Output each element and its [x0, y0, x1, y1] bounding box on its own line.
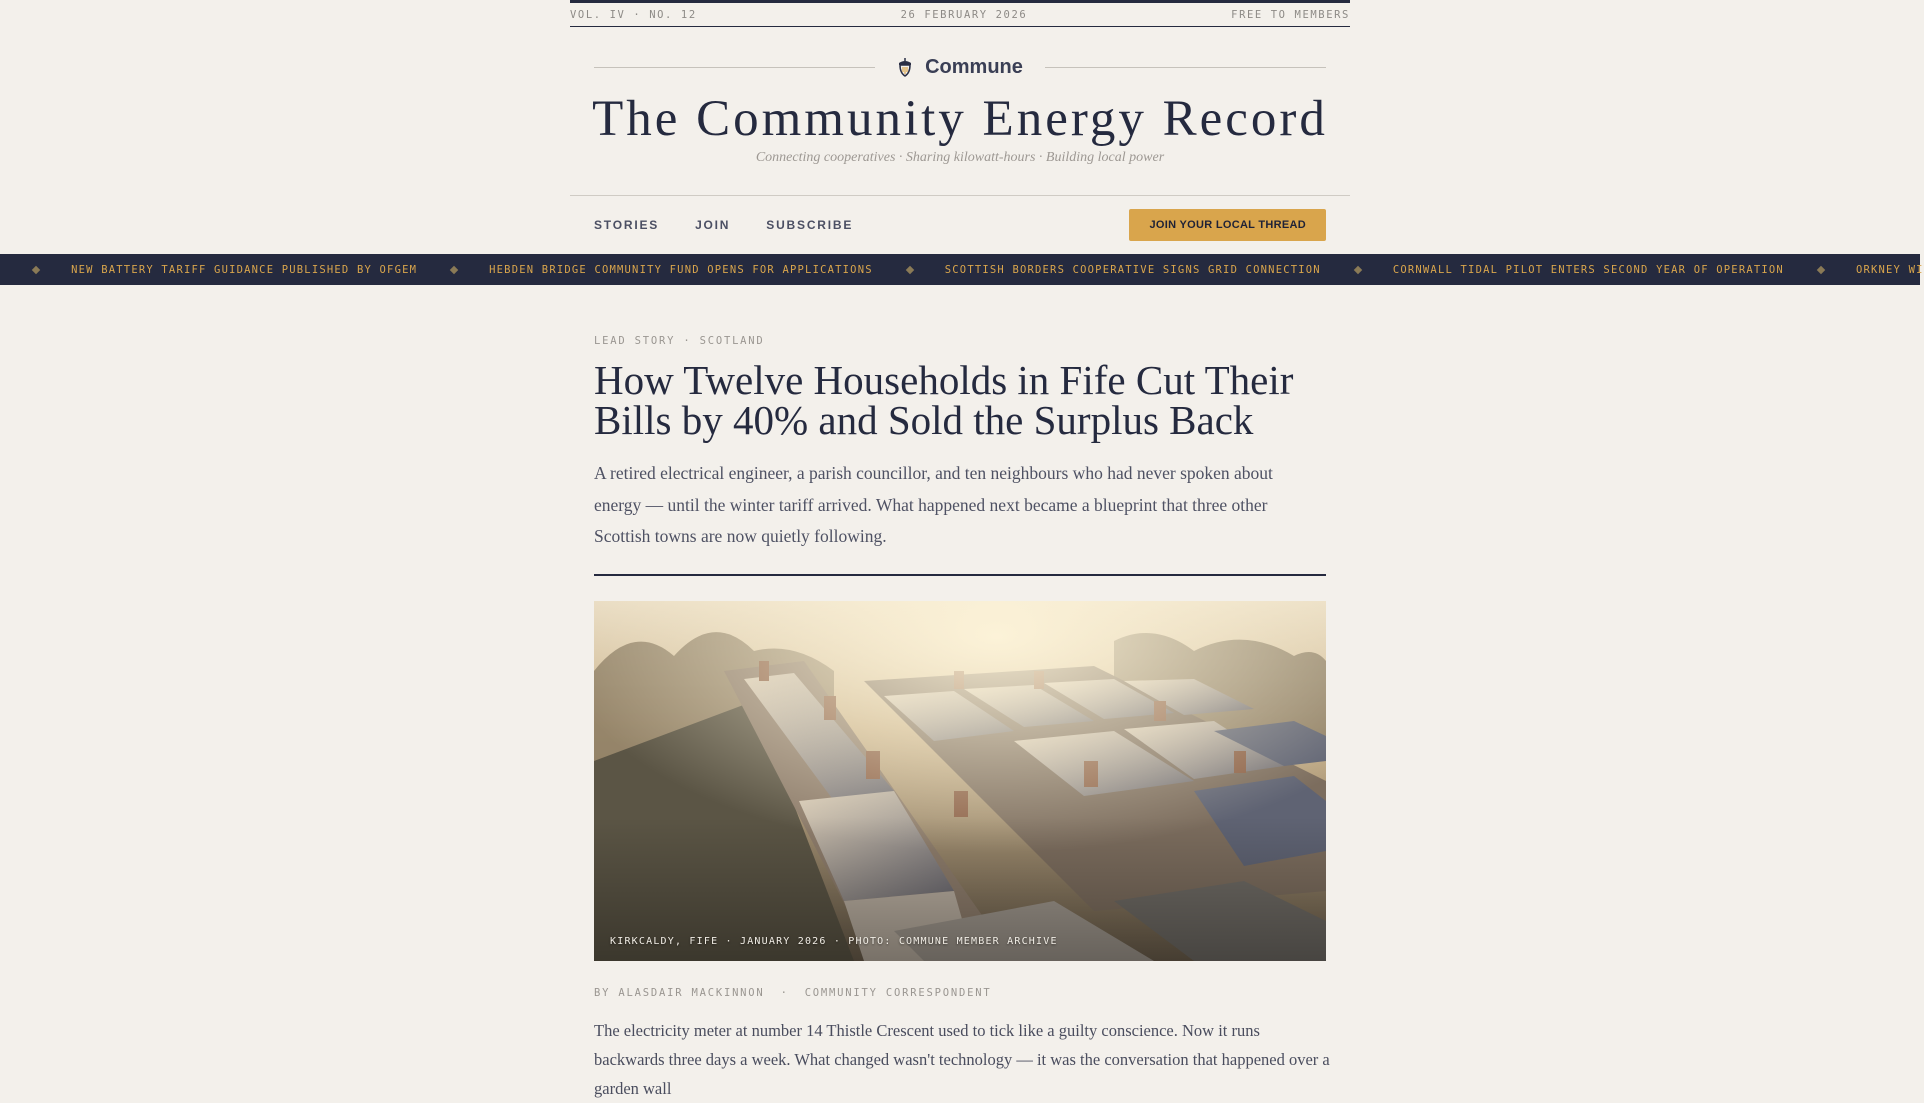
divider [594, 67, 875, 68]
ticker-item[interactable]: ORKNEY WI [1855, 263, 1924, 276]
article-headline[interactable]: How Twelve Households in Fife Cut Their Bills by 40% and Sold the Surplus Back [594, 357, 1294, 443]
image-caption: KIRKCALDY, FIFE · JANUARY 2026 · PHOTO: COMMUNE MEMBER ARCHIVE [610, 936, 1058, 947]
author-role: COMMUNITY CORRESPONDENT [804, 987, 992, 999]
nav-subscribe[interactable]: SUBSCRIBE [766, 217, 854, 232]
brand-name: Commune [925, 55, 1023, 78]
nav-stories[interactable]: STORIES [594, 217, 660, 232]
hero-image[interactable] [594, 601, 1326, 961]
acorn-icon [897, 57, 913, 77]
nav-join[interactable]: JOIN [695, 217, 731, 232]
divider [594, 574, 1326, 576]
main-nav [570, 195, 1350, 253]
brand-line [594, 52, 1326, 82]
byline-separator: · [780, 987, 789, 999]
article-byline [594, 987, 991, 999]
diamond-icon [906, 265, 914, 273]
rooftop-solar-photo [594, 601, 1326, 961]
ticker-item[interactable]: CORNWALL TIDAL PILOT ENTERS SECOND YEAR OF OPERATION [1392, 263, 1784, 276]
ticker-item[interactable]: NEW BATTERY TARIFF GUIDANCE PUBLISHED BY OFGEM [71, 263, 418, 276]
article-body: The electricity meter at number 14 Thistle Crescent used to tick like a guilty conscience. Now it runs backwards three days a week. What changed wasn't technology — it was the conversation that happened over a garden wall [594, 1021, 1330, 1098]
masthead-strip [570, 0, 1350, 27]
volume-label: VOL. IV · NO. 12 [570, 8, 697, 21]
publication-tagline: Connecting cooperatives · Sharing kilowatt-hours · Building local power [755, 150, 1165, 165]
join-local-thread-button[interactable]: JOIN YOUR LOCAL THREAD [1129, 209, 1326, 241]
diamond-icon [450, 265, 458, 273]
publication-title: The Community Energy Record [592, 91, 1328, 147]
news-ticker [0, 254, 1924, 285]
brand-logo[interactable] [875, 56, 1045, 79]
author-name[interactable]: BY ALASDAIR MACKINNON [594, 987, 765, 999]
ticker-track [0, 254, 1924, 285]
ticker-item[interactable]: SCOTTISH BORDERS COOPERATIVE SIGNS GRID CONNECTION [944, 263, 1321, 276]
article-kicker: LEAD STORY · SCOTLAND [594, 335, 765, 347]
diamond-icon [1354, 265, 1362, 273]
diamond-icon [1817, 265, 1825, 273]
access-label: FREE TO MEMBERS [1231, 8, 1350, 21]
diamond-icon [32, 265, 40, 273]
ticker-item[interactable]: HEBDEN BRIDGE COMMUNITY FUND OPENS FOR APPLICATIONS [489, 263, 873, 276]
issue-date: 26 FEBRUARY 2026 [900, 8, 1028, 21]
article-dek: A retired electrical engineer, a parish councillor, and ten neighbours who had never spoken about energy — until the winter tariff arrived. What happened next became a blueprint that three other Scottish towns are now quietly following. [594, 463, 1273, 546]
divider [1045, 67, 1326, 68]
